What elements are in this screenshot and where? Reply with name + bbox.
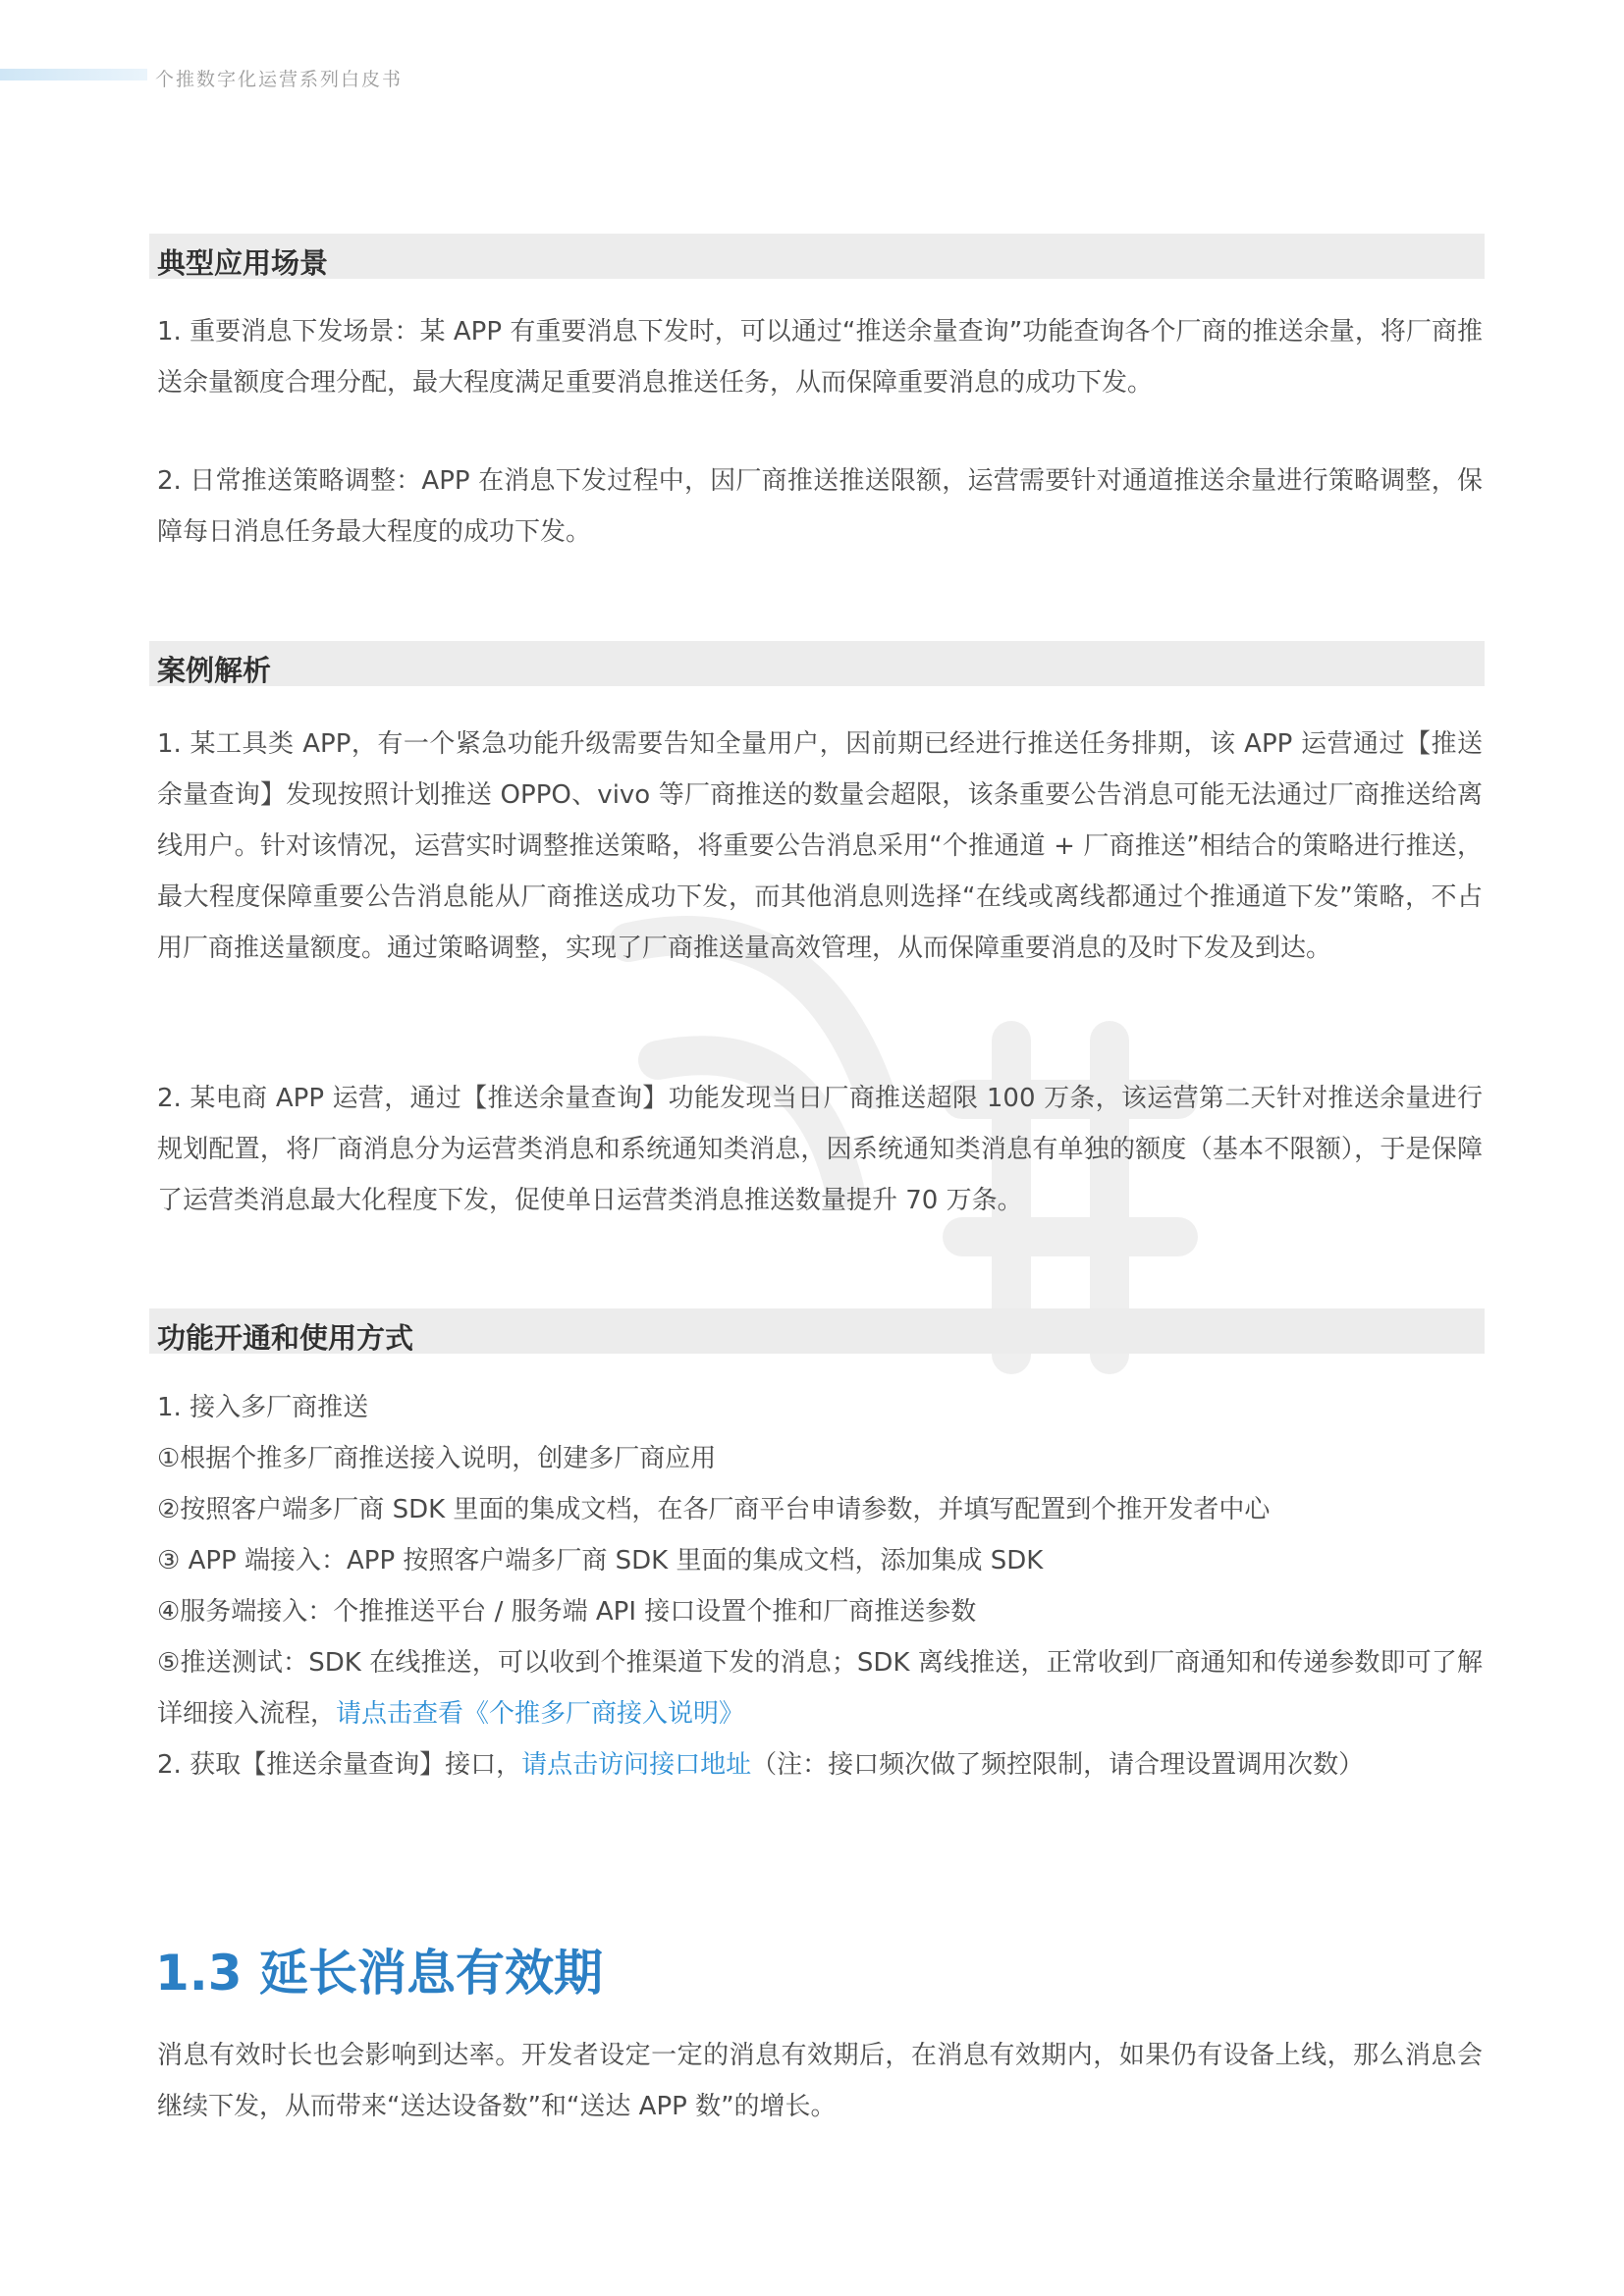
- paragraph: 消息有效时长也会影响到达率。开发者设定一定的消息有效期后，在消息有效期内，如果仍有设备上线，那么消息会继续下发，从而带来“送达设备数”和“送达 APP 数”的增长。: [157, 2041, 1483, 2121]
- section-header-activation-usage: [149, 1308, 1485, 1354]
- running-header: 个推数字化运营系列白皮书: [155, 69, 404, 90]
- section-title: 典型应用场景: [157, 246, 329, 280]
- header-accent-bar: [0, 69, 147, 80]
- list-item-text: ⑤推送测试：SDK 在线推送，可以收到个推渠道下发的消息；SDK 离线推送，正常收到厂商通知和传递参数即可了解详细接入流程，: [157, 1648, 1483, 1729]
- list-item: ②按照客户端多厂商 SDK 里面的集成文档，在各厂商平台申请参数，并填写配置到个推开发者中心: [157, 1495, 1271, 1524]
- list-item-note: （注：接口频次做了频控限制，请合理设置调用次数）: [751, 1750, 1365, 1780]
- section-title: 案例解析: [157, 654, 272, 687]
- chapter-heading: 1.3 延长消息有效期: [155, 1945, 603, 2002]
- list-item: ③ APP 端接入：APP 按照客户端多厂商 SDK 里面的集成文档，添加集成 SDK: [157, 1546, 1044, 1575]
- section-header-typical-scenarios: [149, 234, 1485, 279]
- list-item: 1. 接入多厂商推送: [157, 1393, 369, 1422]
- list-item: ①根据个推多厂商推送接入说明，创建多厂商应用: [157, 1444, 717, 1473]
- paragraph: 1. 重要消息下发场景：某 APP 有重要消息下发时，可以通过“推送余量查询”功能查询各个厂商的推送余量，将厂商推送余量额度合理分配，最大程度满足重要消息推送任务，从而保障重要消息的成功下发。: [157, 317, 1483, 398]
- list-item: [157, 1739, 1483, 1790]
- list-item: [157, 1637, 1483, 1739]
- section-title: 功能开通和使用方式: [157, 1321, 414, 1355]
- api-address-link[interactable]: 请点击访问接口地址: [521, 1750, 752, 1780]
- section-header-case-analysis: [149, 641, 1485, 686]
- list-item-text: 2. 获取【推送余量查询】接口，: [157, 1750, 522, 1780]
- integration-guide-link[interactable]: 请点击查看《个推多厂商接入说明》: [336, 1699, 745, 1729]
- paragraph: 2. 日常推送策略调整：APP 在消息下发过程中，因厂商推送推送限额，运营需要针对通道推送余量进行策略调整，保障每日消息任务最大程度的成功下发。: [157, 466, 1483, 547]
- paragraph: 2. 某电商 APP 运营，通过【推送余量查询】功能发现当日厂商推送超限 100 万条，该运营第二天针对推送余量进行规划配置，将厂商消息分为运营类消息和系统通知类消息，因系统通知类消息有单独的额度（基本不限额），于是保障了运营类消息最大化程度下发，促使单日运营类消息推送数量提升 70 万条。: [157, 1084, 1483, 1215]
- list-item: ④服务端接入：个推推送平台 / 服务端 API 接口设置个推和厂商推送参数: [157, 1597, 977, 1627]
- paragraph: 1. 某工具类 APP，有一个紧急功能升级需要告知全量用户，因前期已经进行推送任务排期，该 APP 运营通过【推送余量查询】发现按照计划推送 OPPO、vivo 等厂商推送的数量会超限，该条重要公告消息可能无法通过厂商推送给离线用户。针对该情况，运营实时调整推送策略，将重要公告消息采用“个推通道 + 厂商推送”相结合的策略进行推送，最大程度保障重要公告消息能从厂商推送成功下发，而其他消息则选择“在线或离线都通过个推通道下发”策略，不占用厂商推送量额度。通过策略调整，实现了厂商推送量高效管理，从而保障重要消息的及时下发及到达。: [157, 729, 1483, 963]
